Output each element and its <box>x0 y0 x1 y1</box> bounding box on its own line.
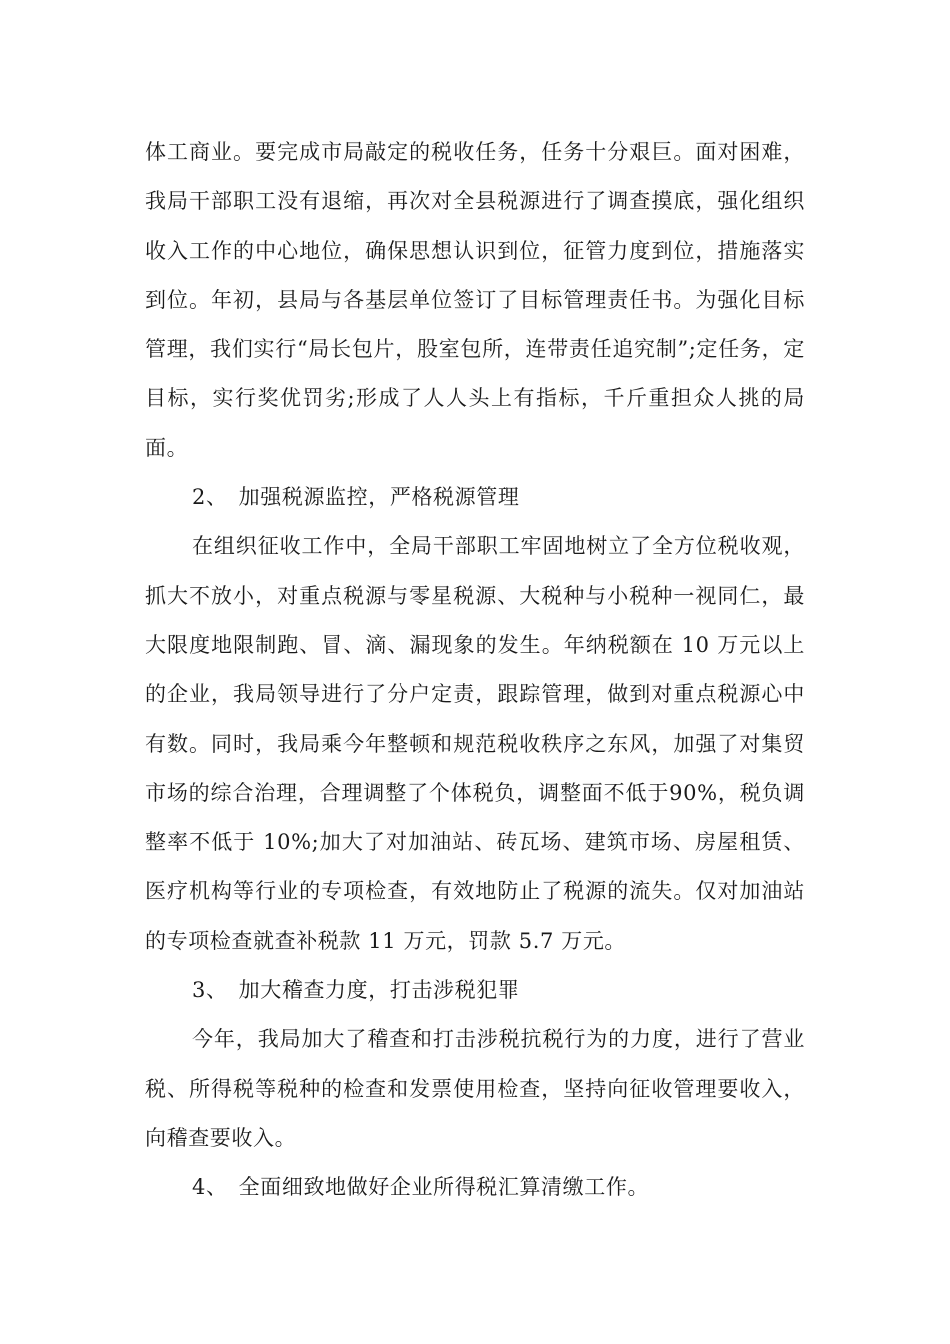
paragraph-inspection: 今年，我局加大了稽查和打击涉税抗税行为的力度，进行了营业税、所得税等税种的检查和发票使用检查，坚持向征收管理要收入，向稽查要收入。 <box>145 1027 805 1150</box>
paragraph-tax-source-monitoring: 在组织征收工作中，全局干部职工牢固地树立了全方位税收观，抓大不放小，对重点税源与零星税源、大税种与小税种一视同仁，最大限度地限制跑、冒、滴、漏现象的发生。年纳税额在 10 万元以上的企业，我局领导进行了分户定责，跟踪管理，做到对重点税源心中有数。同时，我局乘今年整顿和规范税收秩序之东风，加强了对集贸市场的综合治理，合理调整了个体税负，调整面不低于90%，税负调整率不低于 10%;加大了对加油站、砖瓦场、建筑市场、房屋租赁、医疗机构等行业的专项检查，有效地防止了税源的流失。仅对加油站的专项检查就查补税款 11 万元，罚款 5.7 万元。 <box>145 534 805 953</box>
document-body <box>145 128 805 1213</box>
section-heading-2: 2、 加强税源监控，严格税源管理 <box>192 485 520 510</box>
section-heading-3: 3、 加大稽查力度，打击涉税犯罪 <box>192 978 520 1003</box>
section-heading-4: 4、 全面细致地做好企业所得税汇算清缴工作。 <box>192 1175 650 1200</box>
paragraph-tax-task: 体工商业。要完成市局敲定的税收任务，任务十分艰巨。面对困难，我局干部职工没有退缩，再次对全县税源进行了调查摸底，强化组织收入工作的中心地位，确保思想认识到位，征管力度到位，措施落实到位。年初，县局与各基层单位签订了目标管理责任书。为强化目标管理，我们实行“局长包片，股室包所，连带责任追究制”;定任务，定目标，实行奖优罚劣;形成了人人头上有指标，千斤重担众人挑的局面。 <box>145 140 805 460</box>
